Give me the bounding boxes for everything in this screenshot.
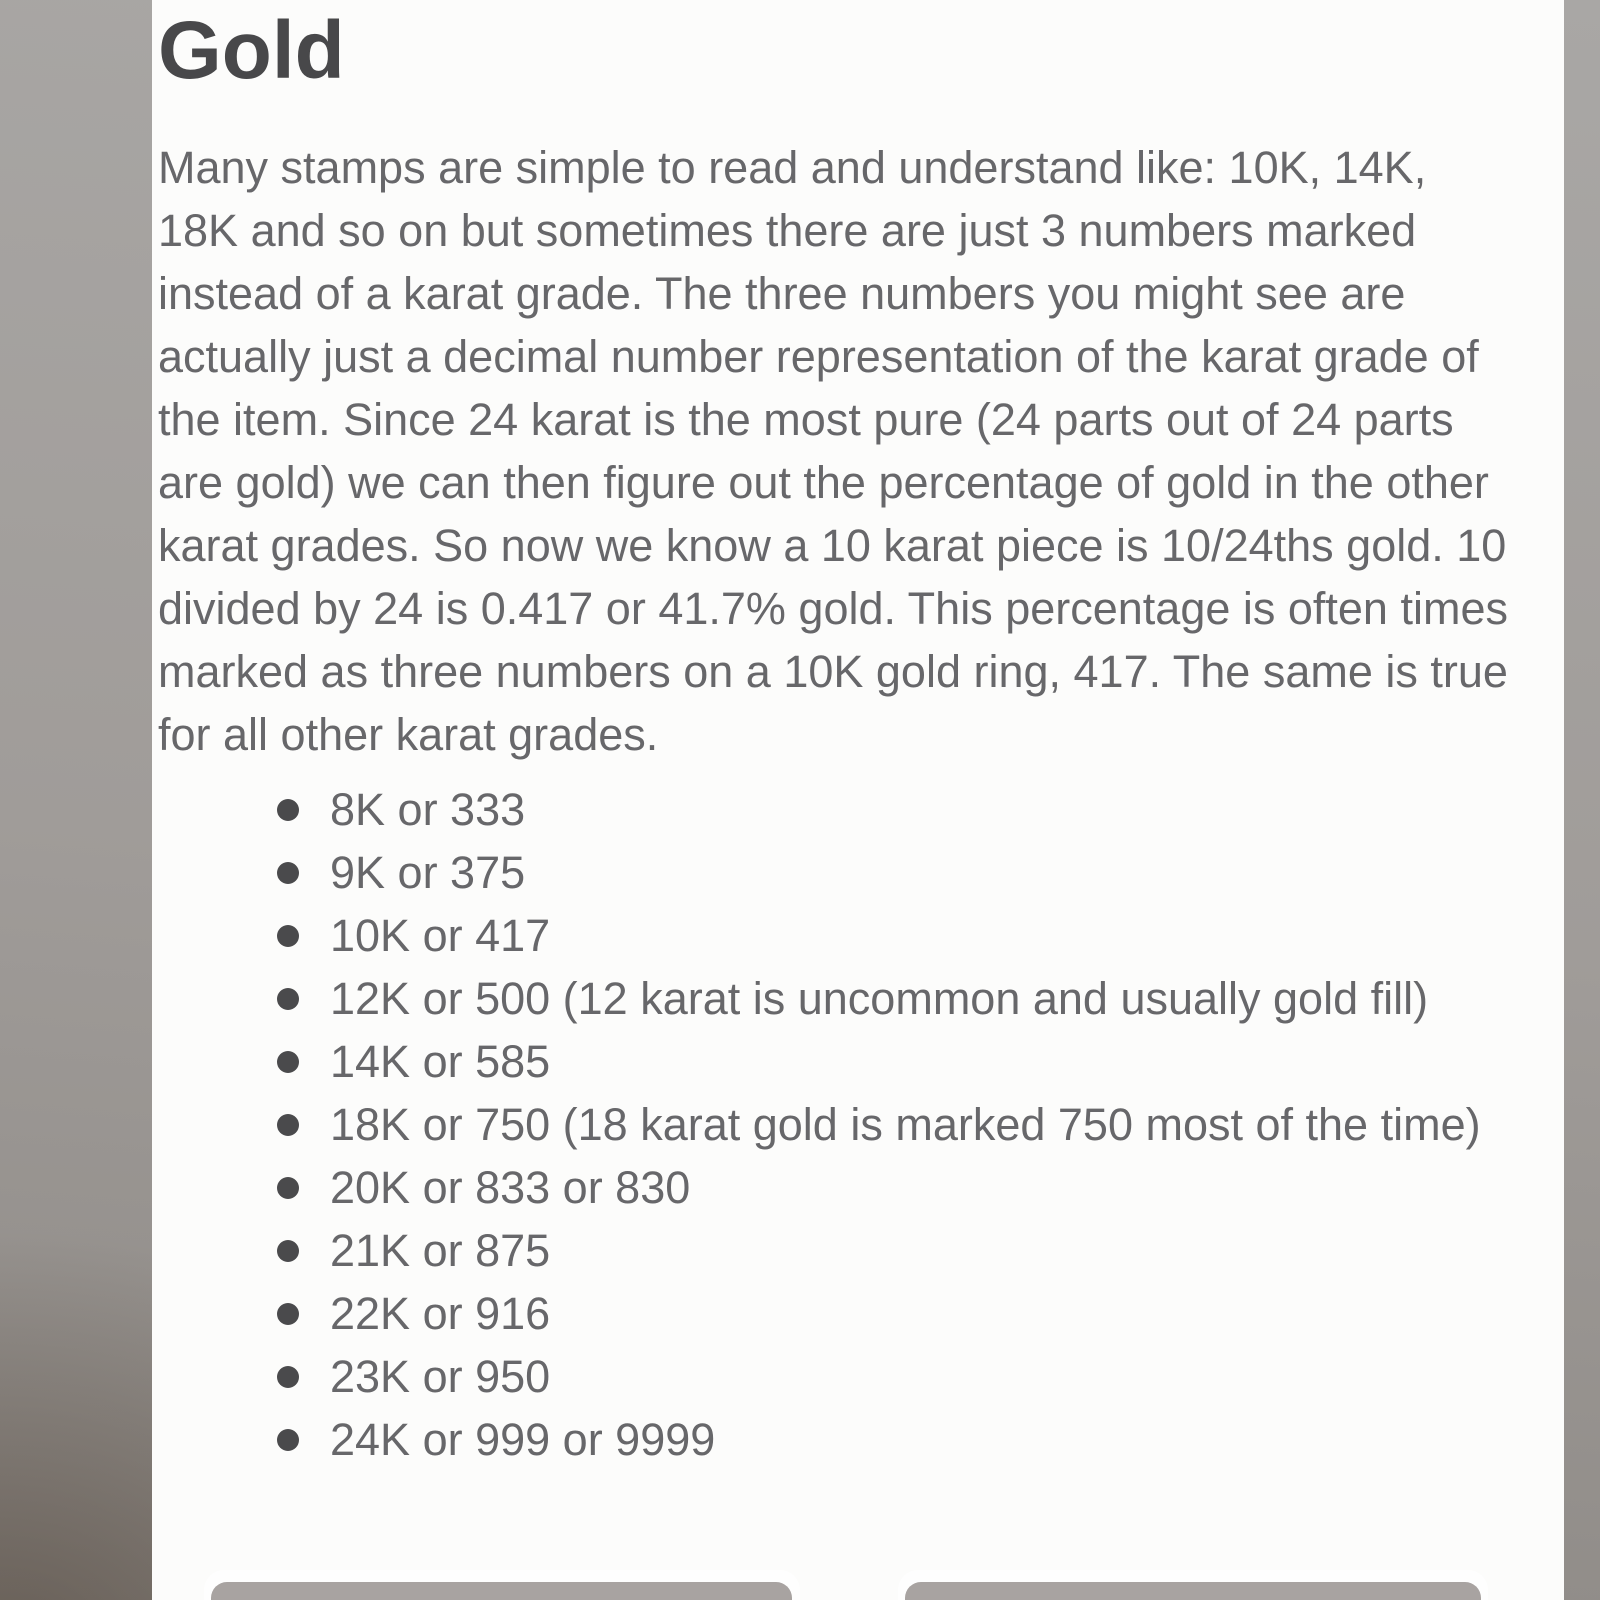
- bullet-icon: [277, 799, 299, 821]
- karat-grade-list: [158, 778, 1518, 1471]
- list-item: [158, 1093, 1518, 1156]
- list-item-text: 9K or 375: [330, 847, 526, 898]
- list-item: [158, 967, 1518, 1030]
- list-item-text: 24K or 999 or 9999: [330, 1414, 716, 1465]
- bullet-icon: [277, 1114, 299, 1136]
- list-item-text: 23K or 950: [330, 1351, 551, 1402]
- list-item-text: 22K or 916: [330, 1288, 551, 1339]
- bullet-icon: [277, 1366, 299, 1388]
- bullet-icon: [277, 925, 299, 947]
- bullet-icon: [277, 1303, 299, 1325]
- list-item: [158, 778, 1518, 841]
- list-item-text: 18K or 750 (18 karat gold is marked 750 most of the time): [330, 1099, 1481, 1150]
- page-title: Gold: [158, 5, 345, 96]
- bullet-icon: [277, 1240, 299, 1262]
- list-item: [158, 1219, 1518, 1282]
- list-item: [158, 1282, 1518, 1345]
- bullet-icon: [277, 862, 299, 884]
- list-item-text: 12K or 500 (12 karat is uncommon and usually gold fill): [330, 973, 1429, 1024]
- bottom-button-right[interactable]: [905, 1582, 1481, 1600]
- bullet-icon: [277, 1429, 299, 1451]
- bullet-icon: [277, 988, 299, 1010]
- content-card: [152, 0, 1564, 1600]
- list-item: [158, 904, 1518, 967]
- list-item-text: 8K or 333: [330, 784, 526, 835]
- list-item: [158, 1408, 1518, 1471]
- list-item: [158, 1345, 1518, 1408]
- list-item-text: 10K or 417: [330, 910, 551, 961]
- article-content: [152, 0, 1564, 1471]
- list-item-text: 21K or 875: [330, 1225, 551, 1276]
- list-item: [158, 1030, 1518, 1093]
- bullet-icon: [277, 1051, 299, 1073]
- list-item-text: 14K or 585: [330, 1036, 551, 1087]
- intro-paragraph: Many stamps are simple to read and understand like: 10K, 14K, 18K and so on but sometimes there are just 3 numbers marked instead of a karat grade. The three numbers you might see are actually just a decimal number representation of the karat grade of the item. Since 24 karat is the most pure (24 parts out of 24 parts are gold) we can then figure out the percentage of gold in the other karat grades. So now we know a 10 karat piece is 10/24ths gold. 10 divided by 24 is 0.417 or 41.7% gold. This percentage is often times marked as three numbers on a 10K gold ring, 417. The same is true for all other karat grades.: [158, 142, 1508, 760]
- list-item: [158, 841, 1518, 904]
- bottom-button-left[interactable]: [211, 1582, 792, 1600]
- bullet-icon: [277, 1177, 299, 1199]
- list-item: [158, 1156, 1518, 1219]
- list-item-text: 20K or 833 or 830: [330, 1162, 691, 1213]
